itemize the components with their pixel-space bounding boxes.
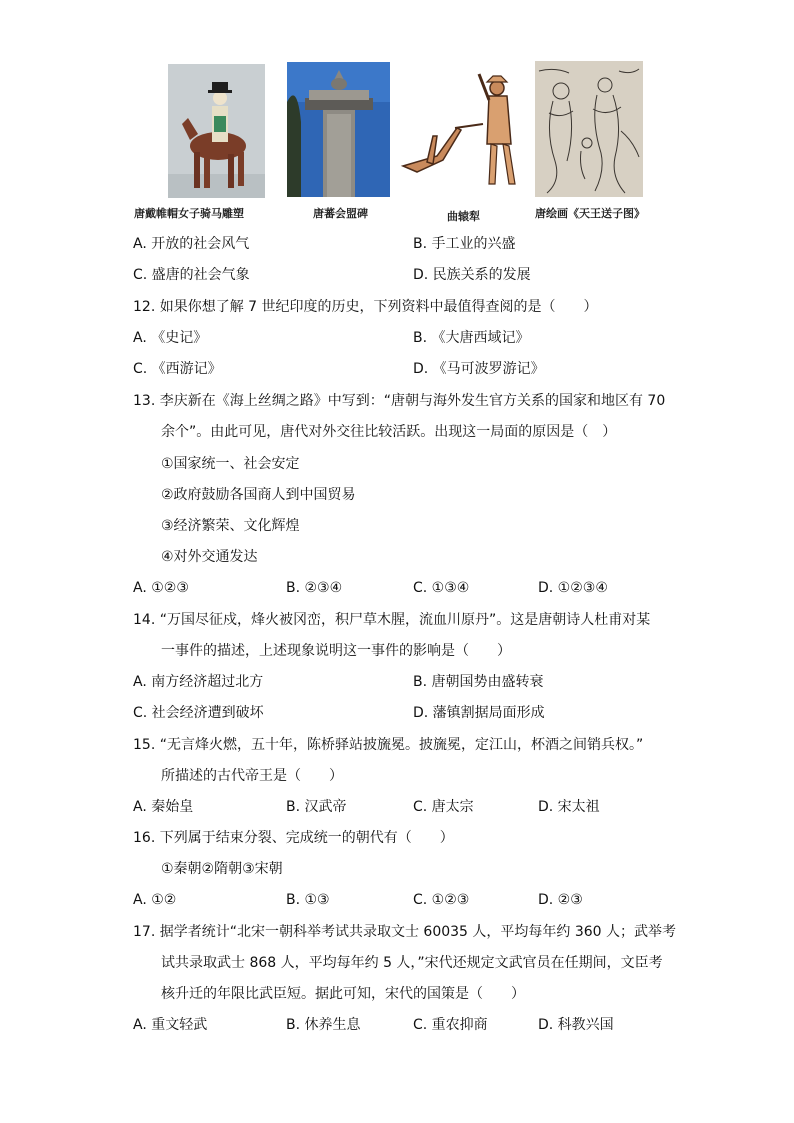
- q14-stem-line1: 14. “万国尽征戍，烽火被冈峦，积尸草木腥，流血川原丹”。这是唐朝诗人杜甫对某: [133, 612, 651, 628]
- q11-option-a: A. 开放的社会风气: [133, 236, 250, 252]
- q12-option-c: C. 《西游记》: [133, 361, 222, 377]
- q11-option-c: C. 盛唐的社会气象: [133, 267, 250, 283]
- q15-stem-line1: 15. “无言烽火燃，五十年，陈桥驿站披旒冕。披旒冕，定江山，杯酒之间销兵权。”: [133, 737, 644, 753]
- q15-option-d: D. 宋太祖: [538, 799, 600, 815]
- q16-option-c: C. ①②③: [413, 892, 470, 908]
- q16-option-d: D. ②③: [538, 892, 583, 908]
- image-caption-1: 唐戴帷帽女子骑马雕塑: [134, 207, 244, 220]
- q15-option-a: A. 秦始皇: [133, 799, 194, 815]
- q13-item-2: ②政府鼓励各国商人到中国贸易: [161, 487, 356, 503]
- q13-option-c: C. ①③④: [413, 580, 470, 596]
- q17-option-c: C. 重农抑商: [413, 1017, 488, 1033]
- q13-stem-line1: 13. 李庆新在《海上丝绸之路》中写到：“唐朝与海外发生官方关系的国家和地区有 70: [133, 393, 666, 409]
- q15-option-b: B. 汉武帝: [286, 799, 347, 815]
- q15-option-c: C. 唐太宗: [413, 799, 474, 815]
- tang-figurine-rider-image: [168, 64, 265, 198]
- q17-option-b: B. 休养生息: [286, 1017, 361, 1033]
- image-caption-2: 唐蕃会盟碑: [313, 207, 368, 220]
- q17-stem-line3: 核升迁的年限比武臣短。据此可知，宋代的国策是（ ）: [161, 986, 525, 1002]
- tang-tibet-stele-image: [287, 62, 390, 197]
- q11-option-d: D. 民族关系的发展: [413, 267, 531, 283]
- q13-stem-line2: 余个”。由此可见，唐代对外交往比较活跃。出现这一局面的原因是（ ）: [161, 424, 617, 440]
- q13-item-3: ③经济繁荣、文化辉煌: [161, 518, 300, 534]
- tang-painting-image: [535, 61, 643, 197]
- q14-option-a: A. 南方经济超过北方: [133, 674, 264, 690]
- q14-option-d: D. 藩镇割据局面形成: [413, 705, 545, 721]
- q17-stem-line2: 试共录取武士 868 人，平均每年约 5 人，”宋代还规定文武官员在任期间，文臣考: [161, 955, 663, 971]
- image-caption-4: 唐绘画《天王送子图》: [535, 207, 645, 220]
- q11-option-b: B. 手工业的兴盛: [413, 236, 516, 252]
- curved-plough-image: [397, 66, 522, 194]
- q17-option-d: D. 科教兴国: [538, 1017, 614, 1033]
- q13-option-a: A. ①②③: [133, 580, 189, 596]
- q12-stem: 12. 如果你想了解 7 世纪印度的历史，下列资料中最值得查阅的是（ ）: [133, 299, 598, 315]
- q14-stem-line2: 一事件的描述，上述现象说明这一事件的影响是（ ）: [161, 643, 511, 659]
- q15-stem-line2: 所描述的古代帝王是（ ）: [161, 768, 343, 784]
- q12-option-b: B. 《大唐西域记》: [413, 330, 530, 346]
- q17-option-a: A. 重文轻武: [133, 1017, 208, 1033]
- q13-item-1: ①国家统一、社会安定: [161, 456, 300, 472]
- q13-item-4: ④对外交通发达: [161, 549, 258, 565]
- q16-stem: 16. 下列属于结束分裂、完成统一的朝代有（ ）: [133, 830, 454, 846]
- q12-option-d: D. 《马可波罗游记》: [413, 361, 545, 377]
- q16-option-b: B. ①③: [286, 892, 330, 908]
- q13-option-b: B. ②③④: [286, 580, 343, 596]
- q16-option-a: A. ①②: [133, 892, 177, 908]
- q14-option-b: B. 唐朝国势由盛转衰: [413, 674, 544, 690]
- q13-option-d: D. ①②③④: [538, 580, 608, 596]
- q17-stem-line1: 17. 据学者统计“北宋一朝科举考试共录取文士 60035 人，平均每年约 360 人；武举考: [133, 924, 677, 940]
- image-caption-3: 曲辕犁: [447, 210, 480, 223]
- q16-items: ①秦朝②隋朝③宋朝: [161, 861, 283, 877]
- q14-option-c: C. 社会经济遭到破坏: [133, 705, 264, 721]
- q12-option-a: A. 《史记》: [133, 330, 208, 346]
